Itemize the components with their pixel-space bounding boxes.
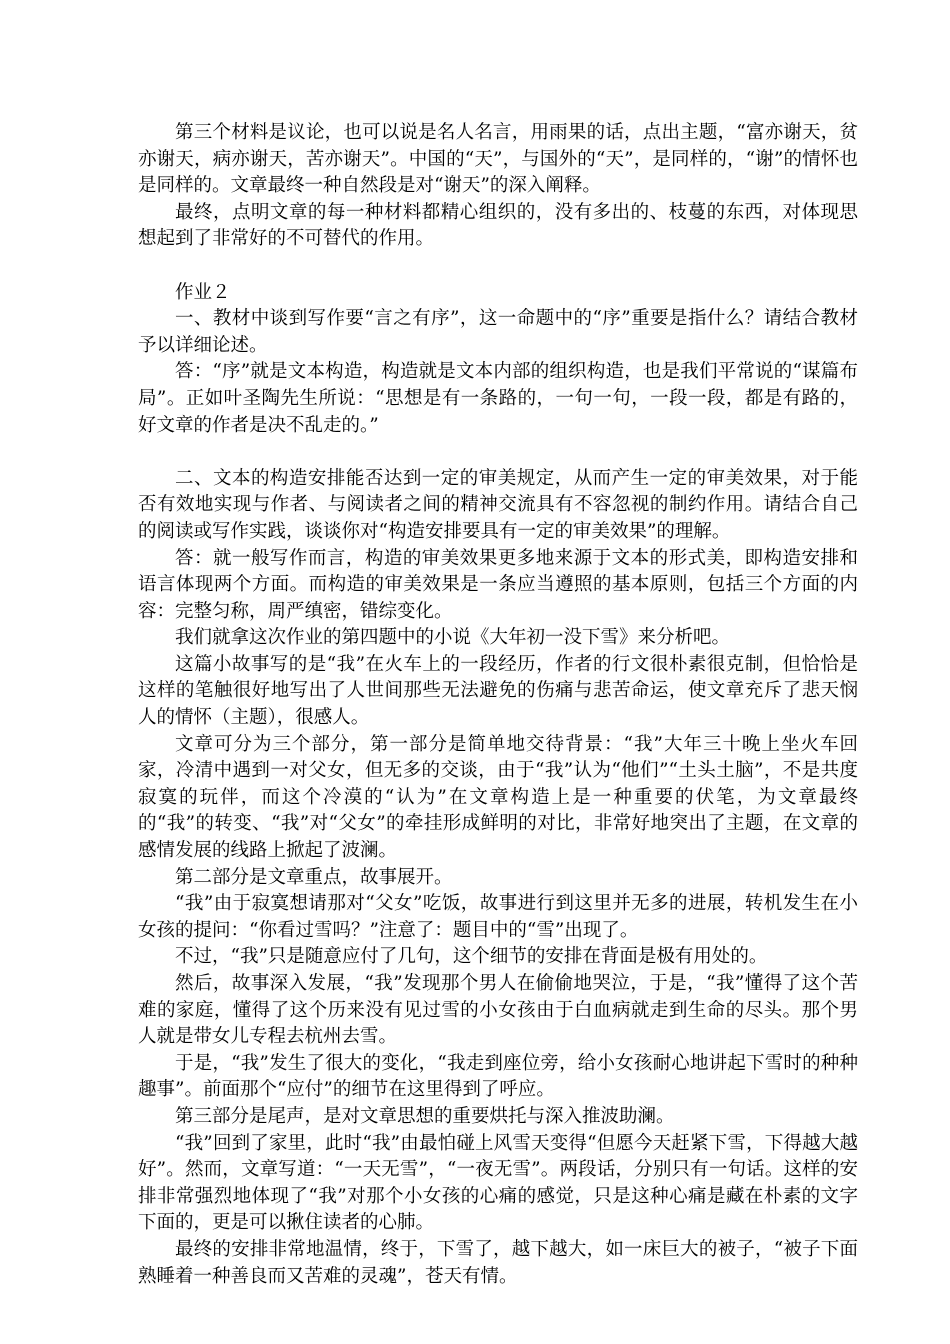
part-two-heading: 第二部分是文章重点，故事展开。 [175, 866, 453, 888]
part-one-analysis: 文章可分为三个部分，第一部分是简单地交待背景：“我”大年三十晚上坐火车回家，冷清中遇到一对父女，但无多的交谈，由于“我”认为“他们”“土头土脑”，不是共度寂寞的玩伴，而这个冷漠的“认为”在文章构造上是一种重要的伏笔，为文章最终的“我”的转变、“我”对“父女”的牵挂形成鲜明的对比，非常好地突出了主题，在文章的感情发展的线路上掀起了波澜。 [138, 733, 858, 862]
part-three-paragraph-1: “我”回到了家里，此时“我”由最怕碰上风雪天变得“但愿今天赶紧下雪，下得越大越好”。然而，文章写道：“一天无雪”，“一夜无雪”。两段话，分别只有一句话。这样的安排非常强烈地体现了“我”对那个小女孩的心痛的感觉，只是这种心痛是藏在朴素的文字下面的，更是可以揪住读者的心肺。 [138, 1132, 858, 1234]
story-summary: 这篇小故事写的是“我”在火车上的一段经历，作者的行文很朴素很克制，但恰恰是这样的笔触很好地写出了人世间那些无法避免的伤痛与悲苦命运，使文章充斥了悲天悯人的情怀（主题），很感人。 [138, 653, 858, 729]
part-two-paragraph-2: 不过，“我”只是随意应付了几句，这个细节的安排在背面是极有用处的。 [175, 946, 768, 968]
part-three-heading: 第三部分是尾声，是对文章思想的重要烘托与深入推波助澜。 [175, 1105, 675, 1127]
part-two-paragraph-1: “我”由于寂寞想请那对“父女”吃饭，故事进行到这里并无多的进展，转机发生在小女孩的提问：“你看过雪吗？”注意了：题目中的“雪”出现了。 [138, 893, 858, 941]
part-two-paragraph-3: 然后，故事深入发展，“我”发现那个男人在偷偷地哭泣，于是，“我”懂得了这个苦难的家庭，懂得了这个历来没有见过雪的小女孩由于白血病就走到生命的尽头。那个男人就是带女儿专程去杭州去雪。 [138, 973, 858, 1048]
part-two-paragraph-4: 于是，“我”发生了很大的变化，“我走到座位旁，给小女孩耐心地讲起下雪时的种种趣事”。前面那个“应付”的细节在这里得到了呼应。 [138, 1052, 858, 1101]
part-three-paragraph-2: 最终的安排非常地温情，终于，下雪了，越下越大，如一床巨大的被子，“被子下面熟睡着一种善良而又苦难的灵魂”，苍天有情。 [138, 1238, 858, 1287]
document-page [138, 120, 858, 1290]
answer-two: 答：就一般写作而言，构造的审美效果更多地来源于文本的形式美，即构造安排和语言体现两个方面。而构造的审美效果是一条应当遵照的基本原则，包括三个方面的内容：完整匀称，周严缜密，错综变化。 [138, 547, 858, 622]
blank-line [138, 253, 858, 280]
answer-one: 答：“序”就是文本构造，构造就是文本内部的组织构造，也是我们平常说的“谋篇布局”。正如叶圣陶先生所说：“思想是有一条路的，一句一句，一段一段，都是有路的，好文章的作者是决不乱走的。” [138, 361, 858, 436]
analysis-intro: 我们就拿这次作业的第四题中的小说《大年初一没下雪》来分析吧。 [175, 627, 731, 649]
paragraph-material-three: 第三个材料是议论，也可以说是名人名言，用雨果的话，点出主题，“富亦谢天，贫亦谢天，病亦谢天，苦亦谢天”。中国的“天”，与国外的“天”，是同样的，“谢”的情怀也是同样的。文章最终一种自然段是对“谢天”的深入阐释。 [138, 122, 858, 197]
assignment-heading: 作业２ [175, 281, 231, 303]
blank-line [138, 439, 858, 466]
paragraph-conclusion: 最终，点明文章的每一种材料都精心组织的，没有多出的、枝蔓的东西，对体现思想起到了非常好的不可替代的作用。 [138, 201, 858, 250]
question-one: 一、教材中谈到写作要“言之有序”，这一命题中的“序”重要是指什么？请结合教材予以详细论述。 [138, 308, 858, 356]
question-two: 二、文本的构造安排能否达到一定的审美规定，从而产生一定的审美效果，对于能否有效地实现与作者、与阅读者之间的精神交流具有不容忽视的制约作用。请结合自己的阅读或写作实践，谈谈你对“构造安排要具有一定的审美效果”的理解。 [138, 467, 858, 542]
